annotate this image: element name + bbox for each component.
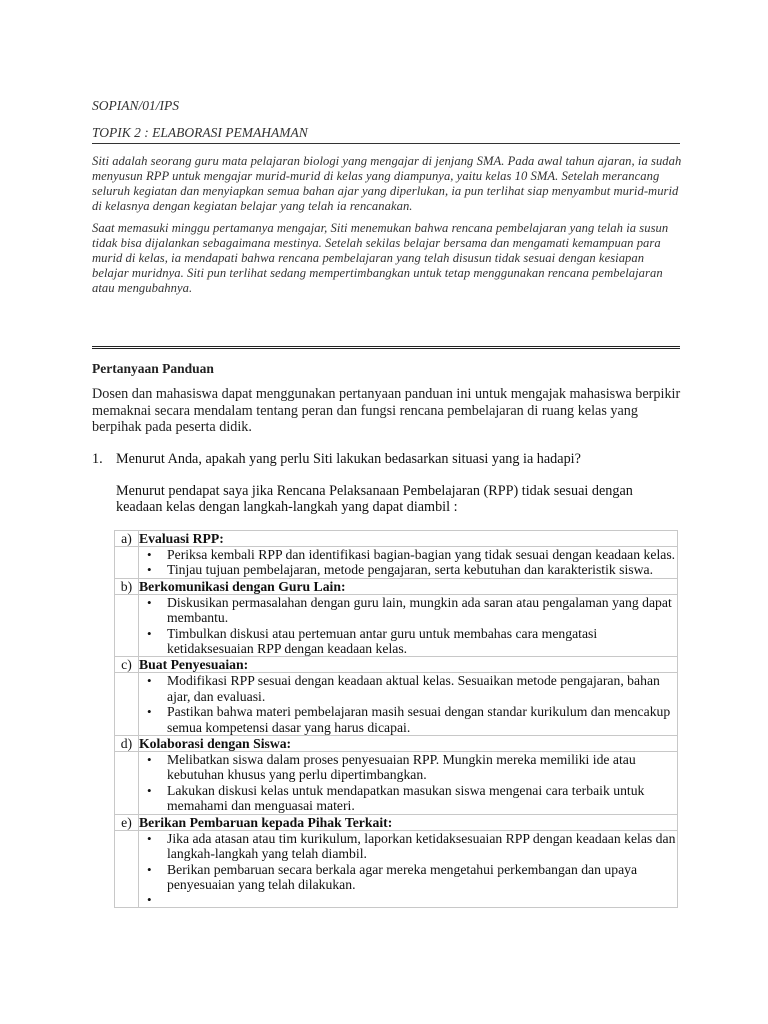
step-bullets <box>139 752 678 815</box>
bullet-item: • Timbulkan diskusi atau pertemuan antar guru untuk membahas cara mengatasi ketidaksesuaian RPP dengan keadaan kelas. <box>139 626 677 657</box>
step-bullets-row <box>115 752 678 815</box>
case-study <box>92 154 682 296</box>
step-label: e) <box>115 814 139 830</box>
step-label-spacer <box>115 752 139 815</box>
bullet-item: • Periksa kembali RPP dan identifikasi bagian-bagian yang tidak sesuai dengan keadaan kelas. <box>139 547 677 562</box>
bullet-item: • Melibatkan siswa dalam proses penyesuaian RPP. Mungkin mereka memiliki ide atau kebutuhan khusus yang perlu dipertimbangkan. <box>139 752 677 783</box>
author-code: SOPIAN/01/IPS <box>92 98 179 113</box>
question-text: Menurut Anda, apakah yang perlu Siti lakukan bedasarkan situasi yang ia hadapi? <box>116 451 581 467</box>
step-bullets <box>139 673 678 736</box>
step-title-row <box>115 578 678 594</box>
bullet-item: • Lakukan diskusi kelas untuk mendapatkan masukan siswa mengenai cara terbaik untuk memahami dan menguasai materi. <box>139 783 677 814</box>
bullet-list <box>139 673 677 735</box>
bullet-list <box>139 831 677 908</box>
step-title: Berkomunikasi dengan Guru Lain: <box>139 578 678 594</box>
step-bullets <box>139 830 678 908</box>
step-label: b) <box>115 578 139 594</box>
step-bullets-row <box>115 547 678 579</box>
step-bullets-row <box>115 673 678 736</box>
step-title-row <box>115 736 678 752</box>
step-label-spacer <box>115 594 139 657</box>
step-title-row <box>115 814 678 830</box>
bullet-item: • Berikan pembaruan secara berkala agar mereka mengetahui perkembangan dan upaya penyesuaian yang telah dilakukan. <box>139 862 677 893</box>
step-title: Kolaborasi dengan Siswa: <box>139 736 678 752</box>
case-paragraph-1: Siti adalah seorang guru mata pelajaran biologi yang mengajar di jenjang SMA. Pada awal tahun ajaran, ia sudah menyusun RPP untuk mengajar murid-murid di kelas yang diampunya, yaitu kelas 10 SMA. Setelah merancang seluruh kegiatan dan menyiapkan semua bahan ajar yang diperlukan, ia pun terlihat siap menyambut murid-murid di kelasnya dengan kegiatan belajar yang telah ia rencanakan. <box>92 154 682 213</box>
bullet-item: • Tinjau tujuan pembelajaran, metode pengajaran, serta kebutuhan dan karakteristik siswa. <box>139 562 677 577</box>
step-title: Buat Penyesuaian: <box>139 657 678 673</box>
step-label: a) <box>115 531 139 547</box>
question-number: 1. <box>92 451 103 467</box>
step-title: Berikan Pembaruan kepada Pihak Terkait: <box>139 814 678 830</box>
step-bullets <box>139 594 678 657</box>
topic-underline <box>92 143 680 144</box>
bullet-item: • Diskusikan permasalahan dengan guru lain, mungkin ada saran atau pengalaman yang dapat membantu. <box>139 595 677 626</box>
step-title-row <box>115 531 678 547</box>
bullet-item: • Pastikan bahwa materi pembelajaran masih sesuai dengan standar kurikulum dan mencakup semua kompetensi dasar yang harus dicapai. <box>139 704 677 735</box>
step-bullets-row <box>115 830 678 908</box>
section-divider <box>92 346 680 349</box>
case-paragraph-2: Saat memasuki minggu pertamanya mengajar, Siti menemukan bahwa rencana pembelajaran yang telah ia susun tidak bisa dijalankan sebagaimana mestinya. Setelah sekilas belajar bersama dan mengamati kemampuan para murid di kelas, ia mendapati bahwa rencana pembelajaran yang telah disusun tidak sesuai dengan kesiapan belajar muridnya. Siti pun terlihat sedang mempertimbangkan untuk tetap menggunakan rencana pembelajaran atau mengubahnya. <box>92 221 669 295</box>
bullet-list <box>139 752 677 814</box>
bullet-item: • Modifikasi RPP sesuai dengan keadaan aktual kelas. Sesuaikan metode pengajaran, bahan ajar, dan evaluasi. <box>139 673 677 704</box>
step-title-row <box>115 657 678 673</box>
topic-title: TOPIK 2 : ELABORASI PEMAHAMAN <box>92 125 308 140</box>
guide-intro: Dosen dan mahasiswa dapat menggunakan pertanyaan panduan ini untuk mengajak mahasiswa berpikir memaknai secara mendalam tentang peran dan fungsi rencana pembelajaran di ruang kelas yang berpihak pada peserta didik. <box>92 386 681 435</box>
guide-heading: Pertanyaan Panduan <box>92 361 214 376</box>
step-label-spacer <box>115 830 139 908</box>
step-label: d) <box>115 736 139 752</box>
answer-intro: Menurut pendapat saya jika Rencana Pelaksanaan Pembelajaran (RPP) tidak sesuai dengan keadaan kelas dengan langkah-langkah yang dapat diambil : <box>116 483 633 515</box>
step-bullets <box>139 547 678 579</box>
bullet-item <box>139 892 677 907</box>
step-label-spacer <box>115 547 139 579</box>
step-label: c) <box>115 657 139 673</box>
bullet-item: • Jika ada atasan atau tim kurikulum, laporkan ketidaksesuaian RPP dengan keadaan kelas dan langkah-langkah yang telah diambil. <box>139 831 677 862</box>
step-label-spacer <box>115 673 139 736</box>
bullet-list <box>139 547 677 578</box>
step-bullets-row <box>115 594 678 657</box>
question-1 <box>92 451 581 468</box>
steps-table <box>114 530 678 908</box>
step-title: Evaluasi RPP: <box>139 531 678 547</box>
bullet-list <box>139 595 677 657</box>
